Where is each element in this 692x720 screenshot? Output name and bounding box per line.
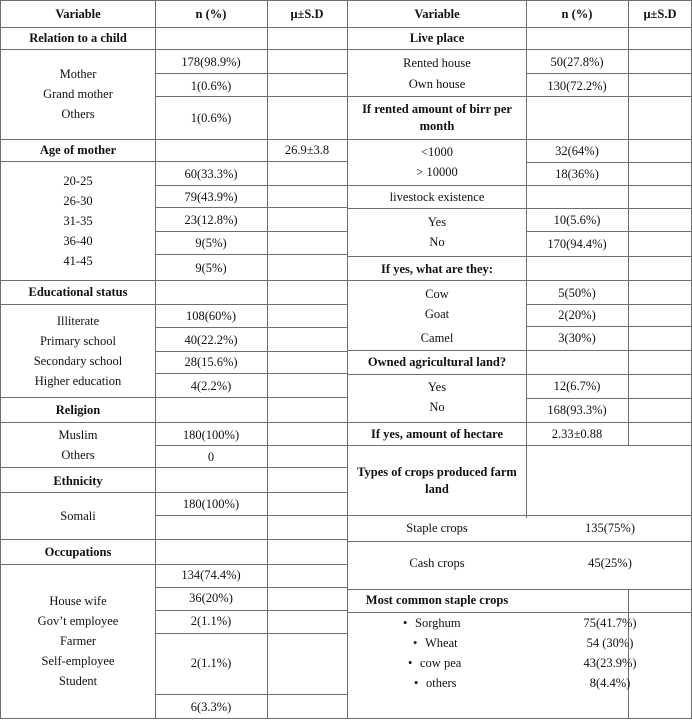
age-label: 41-45: [63, 254, 93, 268]
row-rule: [347, 612, 692, 613]
age-label: 31-35: [63, 214, 93, 228]
relation-label: Others: [61, 107, 95, 121]
row-rule: [0, 467, 348, 468]
hectare-value: 2.33±0.88: [551, 427, 603, 441]
age-label: 26-30: [63, 194, 93, 208]
row-rule: [347, 374, 692, 375]
staple-bullet: •: [414, 676, 419, 690]
row-rule: [155, 96, 348, 97]
land-label: No: [429, 400, 445, 414]
row-rule: [347, 185, 692, 186]
age-label: 20-25: [63, 174, 93, 188]
crops-value: 135(75%): [585, 521, 635, 535]
row-rule: [0, 161, 348, 162]
header-variable-right: Variable: [414, 7, 460, 21]
section-title-rent: If rented amount of birr per month: [362, 102, 512, 133]
ethnicity-label: Somali: [60, 509, 96, 523]
livestock-label: No: [429, 235, 445, 249]
row-rule: [347, 208, 692, 209]
livestock-type-value: 5(50%): [558, 286, 596, 300]
relation-label: Mother: [59, 67, 97, 81]
education-value: 4(2.2%): [190, 379, 232, 393]
livestock-value: 10(5.6%): [553, 213, 601, 227]
header-variable-left: Variable: [55, 7, 101, 21]
occupation-label: Farmer: [59, 634, 97, 648]
row-rule: [0, 397, 348, 398]
live-place-label: Rented house: [403, 56, 471, 70]
row-rule: [155, 633, 348, 634]
education-value: 28(15.6%): [184, 355, 238, 369]
row-rule: [526, 326, 692, 327]
row-rule: [155, 231, 348, 232]
age-value: 9(5%): [195, 236, 227, 250]
land-value: 12(6.7%): [553, 379, 601, 393]
row-rule: [526, 73, 692, 74]
row-rule: [0, 27, 348, 28]
age-value: 23(12.8%): [184, 213, 238, 227]
livestock-label: Yes: [427, 215, 447, 229]
staple-value: 8(4.4%): [589, 676, 631, 690]
row-rule: [347, 589, 692, 590]
occupation-label: Student: [58, 674, 98, 688]
land-value: 168(93.3%): [547, 403, 607, 417]
age-value: 60(33.3%): [184, 167, 238, 181]
religion-label: Others: [61, 448, 95, 462]
table-border-bottom: [0, 718, 692, 719]
age-value: 79(43.9%): [184, 190, 238, 204]
row-rule: [347, 515, 692, 516]
row-rule: [155, 445, 348, 446]
section-title-staple: Most common staple crops: [365, 593, 509, 607]
staple-label: Wheat: [425, 636, 458, 650]
row-rule: [155, 587, 348, 588]
crops-value: 45(25%): [588, 556, 632, 570]
live-place-value: 130(72.2%): [547, 79, 607, 93]
education-label: Secondary school: [33, 354, 123, 368]
section-title-live-place: Live place: [409, 31, 465, 45]
relation-value: 1(0.6%): [190, 79, 232, 93]
row-rule: [155, 610, 348, 611]
row-rule: [155, 351, 348, 352]
staple-label: others: [426, 676, 457, 690]
row-rule: [347, 280, 692, 281]
staple-value: 43(23.9%): [583, 656, 637, 670]
row-rule: [155, 207, 348, 208]
row-rule: [0, 139, 348, 140]
ethnicity-value: 180(100%): [182, 497, 240, 511]
occupation-label: House wife: [49, 594, 107, 608]
header-mean-right: μ±S.D: [643, 7, 677, 21]
row-rule: [0, 304, 348, 305]
row-rule: [0, 492, 348, 493]
header-mean-left: μ±S.D: [290, 7, 324, 21]
row-rule: [347, 541, 692, 542]
relation-value: 1(0.6%): [190, 111, 232, 125]
section-title-hectare: If yes, amount of hectare: [370, 427, 504, 441]
row-rule: [347, 139, 692, 140]
occupation-value: 36(20%): [189, 591, 233, 605]
education-value: 40(22.2%): [184, 333, 238, 347]
relation-value: 178(98.9%): [181, 55, 241, 69]
occupation-label: Gov’t employee: [37, 614, 119, 628]
rent-value: 32(64%): [555, 144, 599, 158]
livestock-type-label: Goat: [424, 307, 450, 321]
row-rule: [347, 350, 692, 351]
row-rule: [526, 231, 692, 232]
col-rule: [267, 0, 268, 719]
row-rule: [0, 539, 348, 540]
education-label: Higher education: [34, 374, 122, 388]
rent-label: > 10000: [416, 165, 458, 179]
col-rule: [155, 0, 156, 719]
row-rule: [526, 162, 692, 163]
religion-label: Muslim: [58, 428, 98, 442]
section-title-relation: Relation to a child: [29, 31, 127, 45]
live-place-value: 50(27.8%): [550, 55, 604, 69]
staple-value: 54 (30%): [586, 636, 634, 650]
section-title-ethnicity: Ethnicity: [53, 474, 103, 488]
staple-label: cow pea: [420, 656, 462, 670]
age-label: 36-40: [63, 234, 93, 248]
live-place-label: Own house: [408, 77, 466, 91]
row-rule: [0, 49, 348, 50]
occupation-label: Self-employee: [41, 654, 115, 668]
rent-value: 18(36%): [555, 167, 599, 181]
row-rule: [155, 327, 348, 328]
staple-label: Sorghum: [415, 616, 461, 630]
section-title-crops: Types of crops produced farm land: [357, 465, 517, 496]
row-rule: [155, 515, 348, 516]
row-rule: [0, 422, 348, 423]
occupation-value: 2(1.1%): [190, 656, 232, 670]
section-title-land: Owned agricultural land?: [367, 355, 507, 369]
education-label: Primary school: [39, 334, 117, 348]
livestock-type-label: Camel: [420, 331, 454, 345]
header-n-right: n (%): [561, 7, 593, 21]
section-title-religion: Religion: [55, 403, 101, 417]
land-label: Yes: [427, 380, 447, 394]
section-title-education: Educational status: [28, 285, 128, 299]
occupation-value: 6(3.3%): [190, 700, 232, 714]
row-rule: [155, 694, 348, 695]
education-label: Illiterate: [56, 314, 100, 328]
row-rule: [347, 49, 692, 50]
occupation-value: 2(1.1%): [190, 614, 232, 628]
livestock-type-label: Cow: [425, 287, 449, 301]
staple-bullet: •: [408, 656, 413, 670]
livestock-value: 170(94.4%): [547, 237, 607, 251]
row-rule: [526, 304, 692, 305]
row-rule: [347, 27, 692, 28]
section-title-occupation: Occupations: [44, 545, 112, 559]
col-rule: [628, 590, 629, 719]
age-value: 9(5%): [195, 261, 227, 275]
row-rule: [155, 373, 348, 374]
religion-value: 180(100%): [182, 428, 240, 442]
row-rule: [155, 73, 348, 74]
col-rule: [628, 0, 629, 445]
row-rule: [0, 564, 348, 565]
row-rule: [347, 422, 692, 423]
crops-label: Staple crops: [406, 521, 468, 535]
section-title-age: Age of mother: [39, 143, 117, 157]
staple-value: 75(41.7%): [583, 616, 637, 630]
row-rule: [347, 256, 692, 257]
occupation-value: 134(74.4%): [181, 568, 241, 582]
header-n-left: n (%): [195, 7, 227, 21]
staple-bullet: •: [403, 616, 408, 630]
row-rule: [0, 280, 348, 281]
section-title-livestock: livestock existence: [389, 190, 485, 204]
rent-label: <1000: [420, 145, 454, 159]
age-mean-sd: 26.9±3.8: [284, 143, 330, 157]
row-rule: [347, 445, 692, 446]
education-value: 108(60%): [186, 309, 236, 323]
religion-value: 0: [207, 450, 215, 464]
livestock-type-value: 2(20%): [558, 308, 596, 322]
relation-label: Grand mother: [43, 87, 113, 101]
table-border-left: [0, 0, 1, 719]
row-rule: [155, 254, 348, 255]
crops-label: Cash crops: [409, 556, 465, 570]
row-rule: [347, 96, 692, 97]
row-rule: [155, 185, 348, 186]
staple-bullet: •: [413, 636, 418, 650]
livestock-type-value: 3(30%): [558, 331, 596, 345]
col-rule: [526, 0, 527, 518]
table-border-top: [0, 0, 692, 1]
row-rule: [526, 398, 692, 399]
section-title-livestock-types: If yes, what are they:: [381, 262, 493, 276]
